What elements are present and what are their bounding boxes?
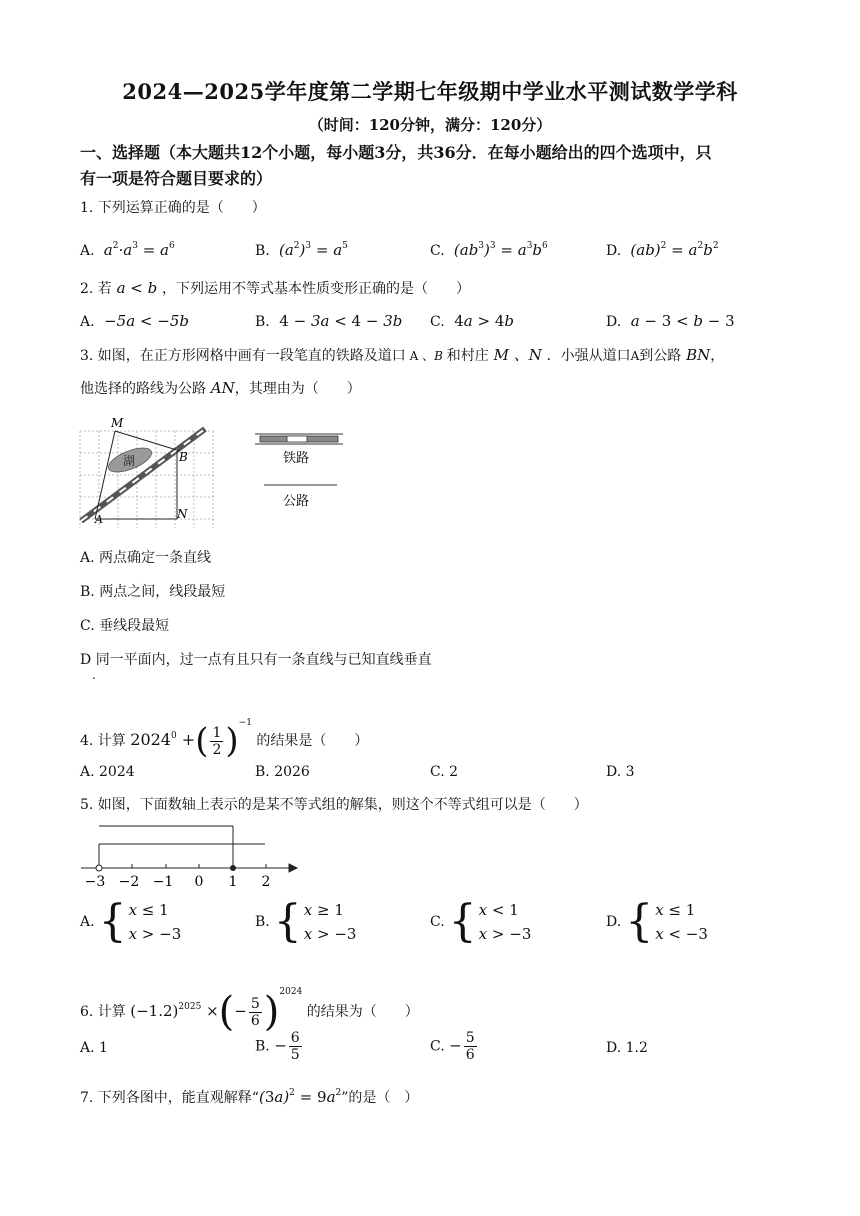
svg-text:1: 1 xyxy=(228,874,238,890)
svg-text:−3: −3 xyxy=(84,874,106,890)
question-4-stem: 4. 计算 $2024^0$ +( $\frac{1}{2}$ )$^{-1}$ 的结果是（ ） xyxy=(80,718,369,761)
question-1-stem: 1. 下列运算正确的是（ ） xyxy=(80,200,266,216)
question-1-option-a: A. $a^2\cdot a^3 = a^6$ xyxy=(80,241,175,259)
question-5-option-d: D. { x ≤ 1 x < −3 xyxy=(606,896,708,947)
open-point-neg3 xyxy=(96,865,102,871)
point-n-label: N xyxy=(177,507,188,521)
svg-text:2: 2 xyxy=(261,874,271,890)
question-3-option-d: D 同一平面内，过一点有且只有一条直线与已知直线垂直 xyxy=(80,652,432,668)
section-heading-line1: 一、选择题（本大题共12个小题，每小题3分，共36分．在每小题给出的四个选项中，只 xyxy=(80,143,712,162)
question-5-option-a: A. { x ≤ 1 x > −3 xyxy=(80,896,182,947)
legend-railway-label: 铁路 xyxy=(283,451,310,466)
question-4-option-d: D. 3 xyxy=(606,764,635,780)
question-3-option-a: A. 两点确定一条直线 xyxy=(80,550,212,566)
svg-text:0: 0 xyxy=(194,874,204,890)
question-3-option-c: C. 垂线段最短 xyxy=(80,618,170,634)
question-2-option-c: C. 4a > 4b xyxy=(430,312,514,330)
question-1-option-b: B. $(a^2)^3 = a^5$ xyxy=(255,241,348,259)
question-2-option-a: A. −5a < −5b xyxy=(80,312,189,330)
legend-road-label: 公路 xyxy=(283,494,310,509)
point-m-label: M xyxy=(111,416,124,430)
question-6-option-a: A. 1 xyxy=(80,1040,108,1056)
lake-label: 湖 xyxy=(123,454,136,468)
closed-point-1 xyxy=(230,865,236,871)
question-3-option-b: B. 两点之间，线段最短 xyxy=(80,584,226,600)
number-line-figure xyxy=(75,822,300,890)
question-2-option-d: D. a − 3 < b − 3 xyxy=(606,312,735,330)
question-2-option-b: B. 4 − 3a < 4 − 3b xyxy=(255,312,403,330)
question-3-figure xyxy=(75,413,355,535)
question-4-option-b: B. 2026 xyxy=(255,764,310,780)
question-4-option-c: C. 2 xyxy=(430,764,459,780)
question-5-option-b: B. { x ≥ 1 x > −3 xyxy=(255,896,357,947)
question-6-option-b: B. − $\frac{6}{5}$ xyxy=(255,1030,300,1063)
svg-text:−1: −1 xyxy=(152,874,174,890)
question-3-stem-line2: 他选择的路线为公路 AN，其理由为（ ） xyxy=(80,379,361,397)
exam-time-info: （时间：120分钟，满分：120分） xyxy=(308,116,552,134)
question-5-stem: 5. 如图，下面数轴上表示的是某不等式组的解集，则这个不等式组可以是（ ） xyxy=(80,797,588,813)
question-1-option-c: C. $(ab^3)^3 = a^3b^6$ xyxy=(430,241,548,259)
legend-railway-symbol xyxy=(255,434,343,444)
question-3-stem-line1: 3. 如图，在正方形网格中画有一段笔直的铁路及道口 A 、B 和村庄 M 、N ．小强从道口A到公路 BN， xyxy=(80,346,725,364)
section-heading-line2: 有一项是符合题目要求的） xyxy=(80,169,273,188)
question-6-stem: 6. 计算 $(-1.2)^{2025}$ ×(− $\frac{5}{6}$ )$^{2024}$ 的结果为（ ） xyxy=(80,987,419,1035)
question-6-option-c: C. − $\frac{5}{6}$ xyxy=(430,1030,475,1063)
question-5-option-c: C. { x < 1 x > −3 xyxy=(430,896,532,947)
point-b-label: B xyxy=(179,450,188,464)
question-7-stem: 7. 下列各图中，能直观解释“$(3a)^2 = 9a^2$”的是（ ） xyxy=(80,1088,419,1106)
question-6-option-d: D. 1.2 xyxy=(606,1040,648,1056)
question-1-option-d: D. $(ab)^2 = a^2b^2$ xyxy=(606,241,719,259)
question-2-stem: 2. 若 a < b ，下列运用不等式基本性质变形正确的是（ ） xyxy=(80,279,470,297)
stray-dot: . xyxy=(92,668,96,682)
question-4-option-a: A. 2024 xyxy=(80,764,135,780)
page-title: 2024—2025学年度第二学期七年级期中学业水平测试数学学科 xyxy=(122,79,738,104)
point-a-label: A xyxy=(95,513,103,526)
svg-text:−2: −2 xyxy=(118,874,140,890)
axis-tick-labels xyxy=(85,874,271,890)
